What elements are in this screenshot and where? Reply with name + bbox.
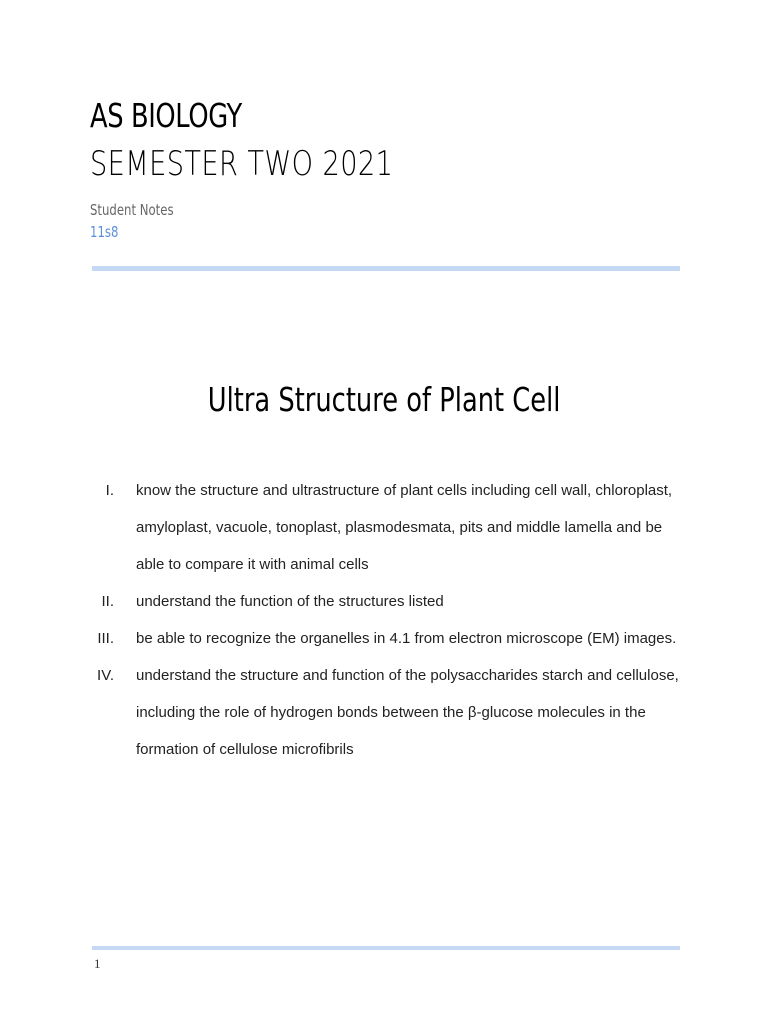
objective-text: know the structure and ultrastructure of plant cells including cell wall, chloroplast, amyloplast, vacuole, tonoplast, plasmodesmata, pits and middle lamella and be able to compare it with animal cells	[136, 482, 673, 573]
page-number: 1	[94, 956, 101, 971]
objective-text: understand the structure and function of the polysaccharides starch and cellulose, including the role of hydrogen bonds between the β-glucose molecules in the formation of cellulose microfibrils	[136, 667, 679, 758]
objective-item	[0, 657, 768, 768]
objective-numeral: IV.	[97, 667, 114, 684]
document-subtitle: Student Notes	[90, 201, 174, 219]
objective-numeral: II.	[101, 593, 114, 610]
objective-item	[0, 583, 768, 620]
class-code: 11s8	[90, 223, 119, 241]
objective-text: understand the function of the structures listed	[136, 593, 444, 610]
header-divider	[92, 266, 680, 271]
section-heading: Ultra Structure of Plant Cell	[207, 380, 561, 419]
course-title: AS BIOLOGY	[90, 96, 242, 135]
objective-item	[0, 472, 768, 583]
semester-title: SEMESTER TWO 2021	[90, 144, 394, 184]
objective-numeral: III.	[97, 630, 114, 647]
objective-item	[0, 620, 768, 657]
learning-objectives-list	[0, 472, 768, 768]
objective-text: be able to recognize the organelles in 4.1 from electron microscope (EM) images.	[136, 630, 677, 647]
section-heading-wrapper	[0, 378, 768, 422]
objective-numeral: I.	[105, 482, 114, 499]
footer-divider	[92, 946, 680, 950]
